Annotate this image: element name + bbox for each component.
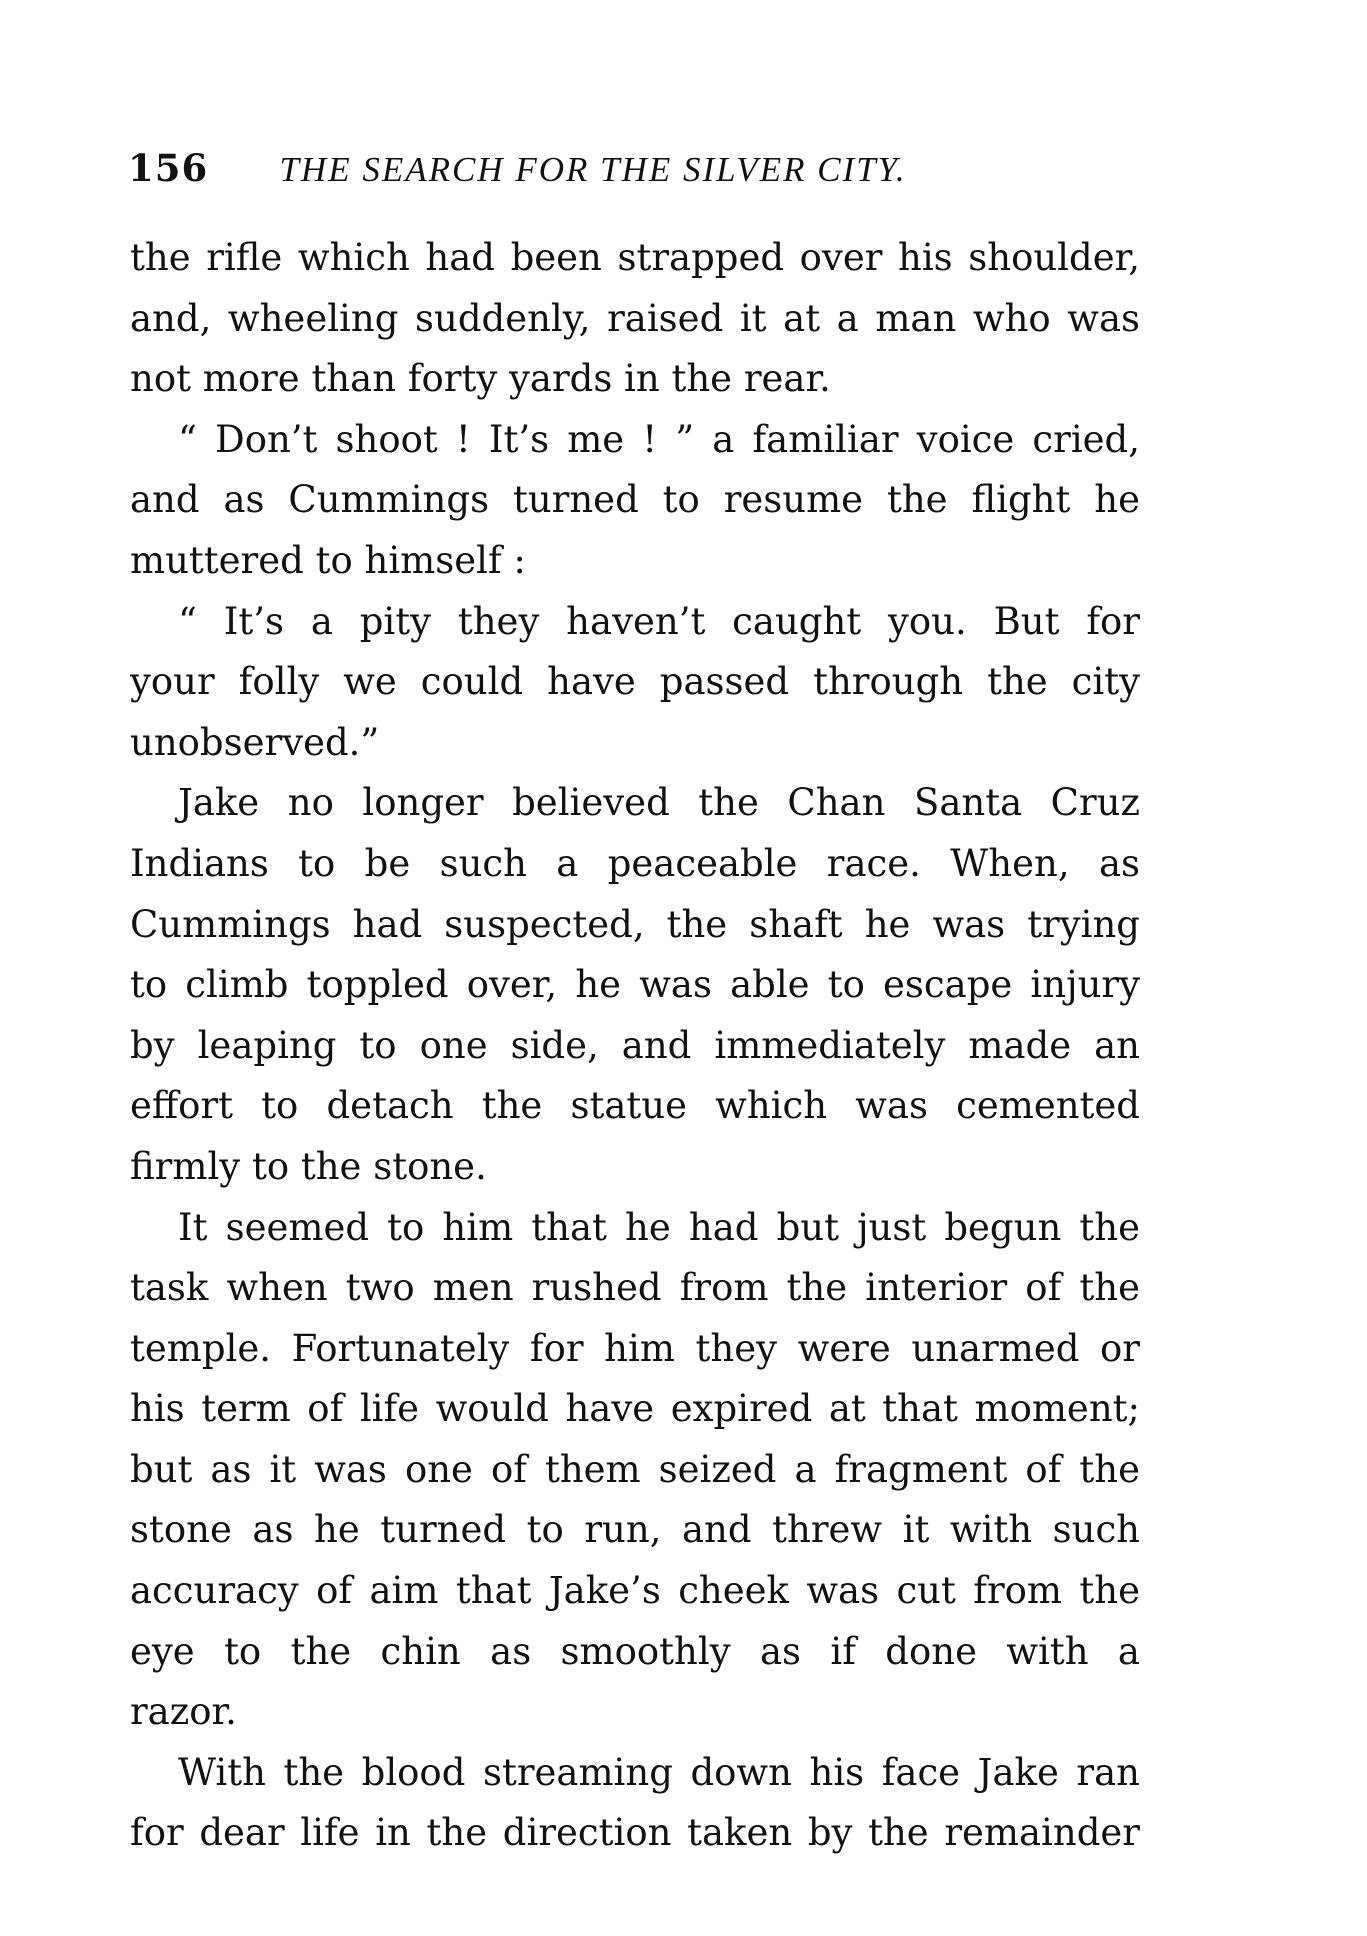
text-line: accuracy of aim that Jake’s cheek was cut from the — [130, 1569, 1140, 1613]
text-line: the rifle which had been strapped over his shoulder, — [130, 236, 1140, 279]
text-line: task when two men rushed from the interior of the — [130, 1266, 1140, 1310]
text-line: effort to detach the statue which was cemented — [130, 1084, 1140, 1128]
text-line: “ Don’t shoot ! It’s me ! ” a familiar voice cried, — [178, 417, 1140, 461]
text-line: Cummings had suspected, the shaft he was trying — [130, 902, 1140, 946]
text-line: With the blood streaming down his face Jake ran — [178, 1750, 1140, 1794]
text-line: Indians to be such a peaceable race. When, as — [130, 841, 1140, 885]
page-number: 156 — [128, 146, 209, 190]
text-line: Jake no longer believed the Chan Santa Cruz — [178, 781, 1140, 825]
text-line: to climb toppled over, he was able to escape injury — [130, 963, 1140, 1007]
text-line: “ It’s a pity they haven’t caught you. But for — [178, 599, 1140, 643]
text-line: not more than forty yards in the rear. — [130, 357, 831, 401]
text-line: but as it was one of them seized a fragment of the — [130, 1447, 1140, 1491]
text-line: your folly we could have passed through the city — [130, 660, 1140, 704]
running-head — [128, 138, 1138, 198]
running-title: THE SEARCH FOR THE SILVER CITY. — [279, 150, 907, 189]
text-line: his term of life would have expired at that moment; — [130, 1387, 1140, 1431]
text-line: muttered to himself : — [130, 538, 526, 582]
text-line: temple. Fortunately for him they were unarmed or — [130, 1326, 1140, 1370]
text-line: and, wheeling suddenly, raised it at a man who was — [130, 296, 1140, 340]
text-line: unobserved.” — [130, 720, 380, 764]
text-line: razor. — [130, 1690, 237, 1734]
body-text — [130, 228, 1140, 1864]
text-line: and as Cummings turned to resume the flight he — [130, 478, 1140, 522]
text-line: stone as he turned to run, and threw it with such — [130, 1508, 1140, 1552]
text-line: It seemed to him that he had but just begun the — [178, 1205, 1140, 1249]
text-line: by leaping to one side, and immediately made an — [130, 1023, 1140, 1067]
text-line: eye to the chin as smoothly as if done with a — [130, 1629, 1140, 1673]
text-line: firmly to the stone. — [130, 1144, 487, 1188]
text-line: for dear life in the direction taken by the remainder — [130, 1811, 1140, 1855]
